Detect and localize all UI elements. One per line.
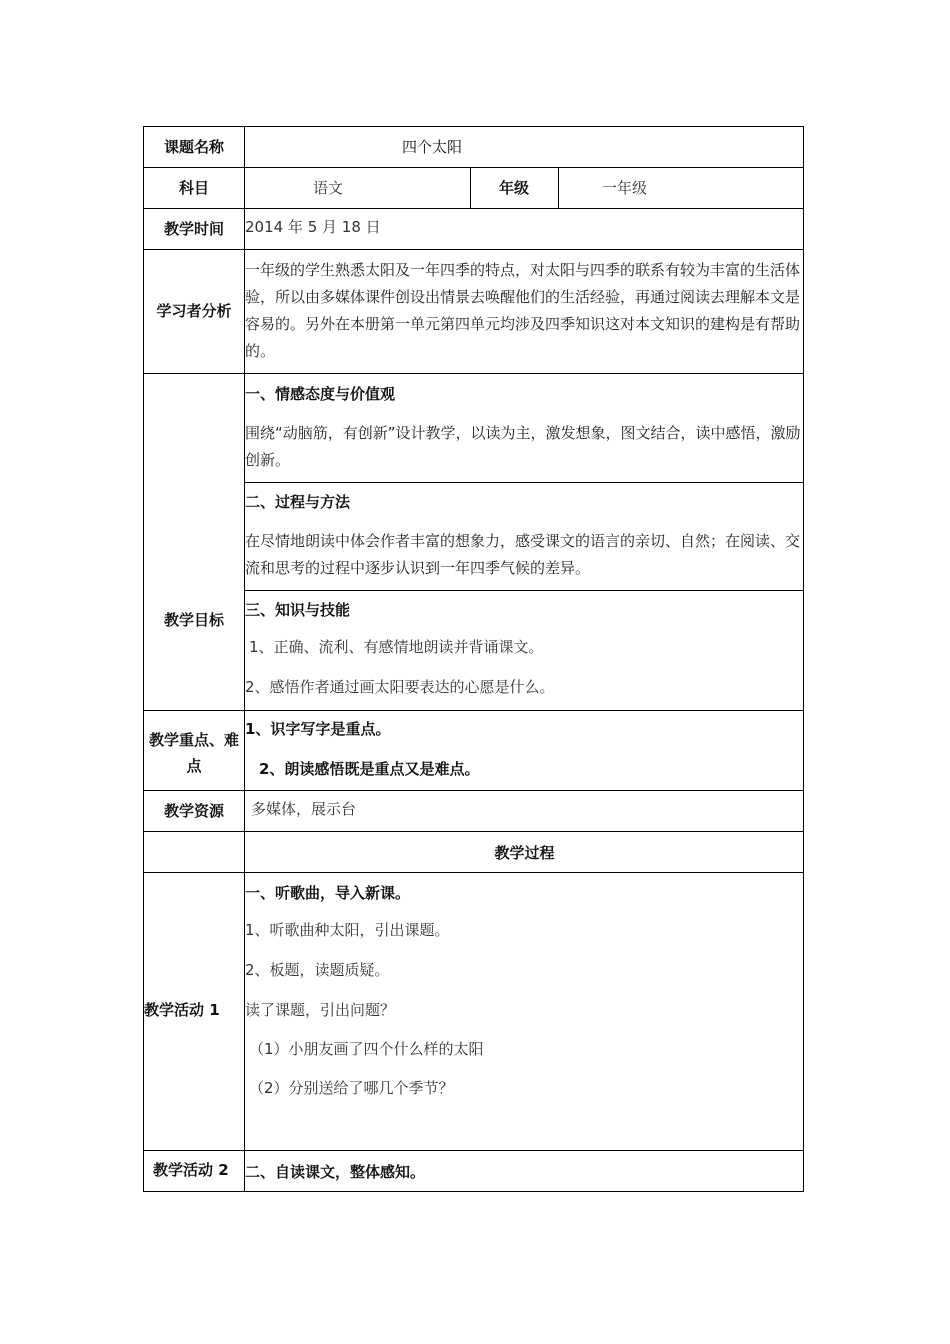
row-divider [143, 373, 804, 374]
row-divider [143, 208, 804, 209]
resources-value: 多媒体，展示台 [251, 800, 357, 818]
goal3-heading: 三、知识与技能 [245, 601, 351, 619]
row-divider [143, 831, 804, 832]
key-point-item: 1、识字写字是重点。 [245, 720, 391, 738]
activity1-line: 2、板题，读题质疑。 [245, 961, 390, 979]
grade-label: 年级 [499, 179, 530, 197]
goal2-heading: 二、过程与方法 [245, 493, 351, 511]
goal3-item: 1、正确、流利、有感情地朗读并背诵课文。 [249, 638, 544, 656]
row-divider [143, 1150, 804, 1151]
teaching-process-heading: 教学过程 [494, 844, 555, 862]
key-points-label: 教学重点、难点 [148, 731, 239, 775]
activity1-line: （1）小朋友画了四个什么样的太阳 [249, 1040, 484, 1058]
subject-label: 科目 [178, 179, 209, 197]
goal1-heading: 一、情感态度与价值观 [245, 385, 396, 403]
activity2-label: 教学活动 2 [153, 1161, 229, 1179]
subject-value: 语文 [313, 179, 344, 197]
resources-label: 教学资源 [163, 802, 224, 820]
activity1-line: 1、听歌曲种太阳，引出课题。 [245, 921, 450, 939]
row-divider [143, 710, 804, 711]
row-divider [143, 872, 804, 873]
activity1-line: （2）分别送给了哪几个季节？ [249, 1079, 454, 1097]
goal2-text: 在尽情地朗读中体会作者丰富的想象力，感受课文的语言的亲切、自然；在阅读、交流和思考的过程中逐步认识到一年四季气候的差异。 [245, 532, 801, 577]
goal1-text: 围绕“动脑筋，有创新”设计教学，以读为主，激发想象，图文结合，读中感悟，激励创新。 [245, 424, 801, 469]
time-value: 2014 年 5 月 18 日 [245, 218, 381, 236]
activity1-label: 教学活动 1 [144, 1001, 220, 1019]
grade-value: 一年级 [602, 179, 648, 197]
key-point-item: 2、朗读感悟既是重点又是难点。 [259, 760, 480, 778]
goal3-item: 2、感悟作者通过画太阳要表达的心愿是什么。 [245, 678, 555, 696]
row-divider [244, 482, 804, 483]
activity2-heading: 二、自读课文，整体感知。 [245, 1163, 426, 1181]
row-divider [143, 167, 804, 168]
lesson-title-value: 四个太阳 [402, 138, 463, 156]
time-label: 教学时间 [163, 220, 224, 238]
lesson-title-label: 课题名称 [163, 138, 224, 156]
activity1-line: 读了课题，引出问题？ [245, 1001, 396, 1019]
column-divider [470, 167, 471, 208]
row-divider [143, 790, 804, 791]
learner-analysis-text: 一年级的学生熟悉太阳及一年四季的特点，对太阳与四季的联系有较为丰富的生活体验，所以由多媒体课件创设出情景去唤醒他们的生活经验，再通过阅读去理解本文是容易的。另外在本册第一单元第四单元均涉及四季知识这对本文知识的建构是有帮助的。 [245, 261, 801, 360]
learner-analysis-label: 学习者分析 [156, 302, 232, 320]
row-divider [244, 590, 804, 591]
activity1-heading: 一、听歌曲，导入新课。 [245, 884, 411, 902]
row-divider [143, 249, 804, 250]
column-divider [558, 167, 559, 208]
teaching-goals-label: 教学目标 [163, 611, 224, 629]
